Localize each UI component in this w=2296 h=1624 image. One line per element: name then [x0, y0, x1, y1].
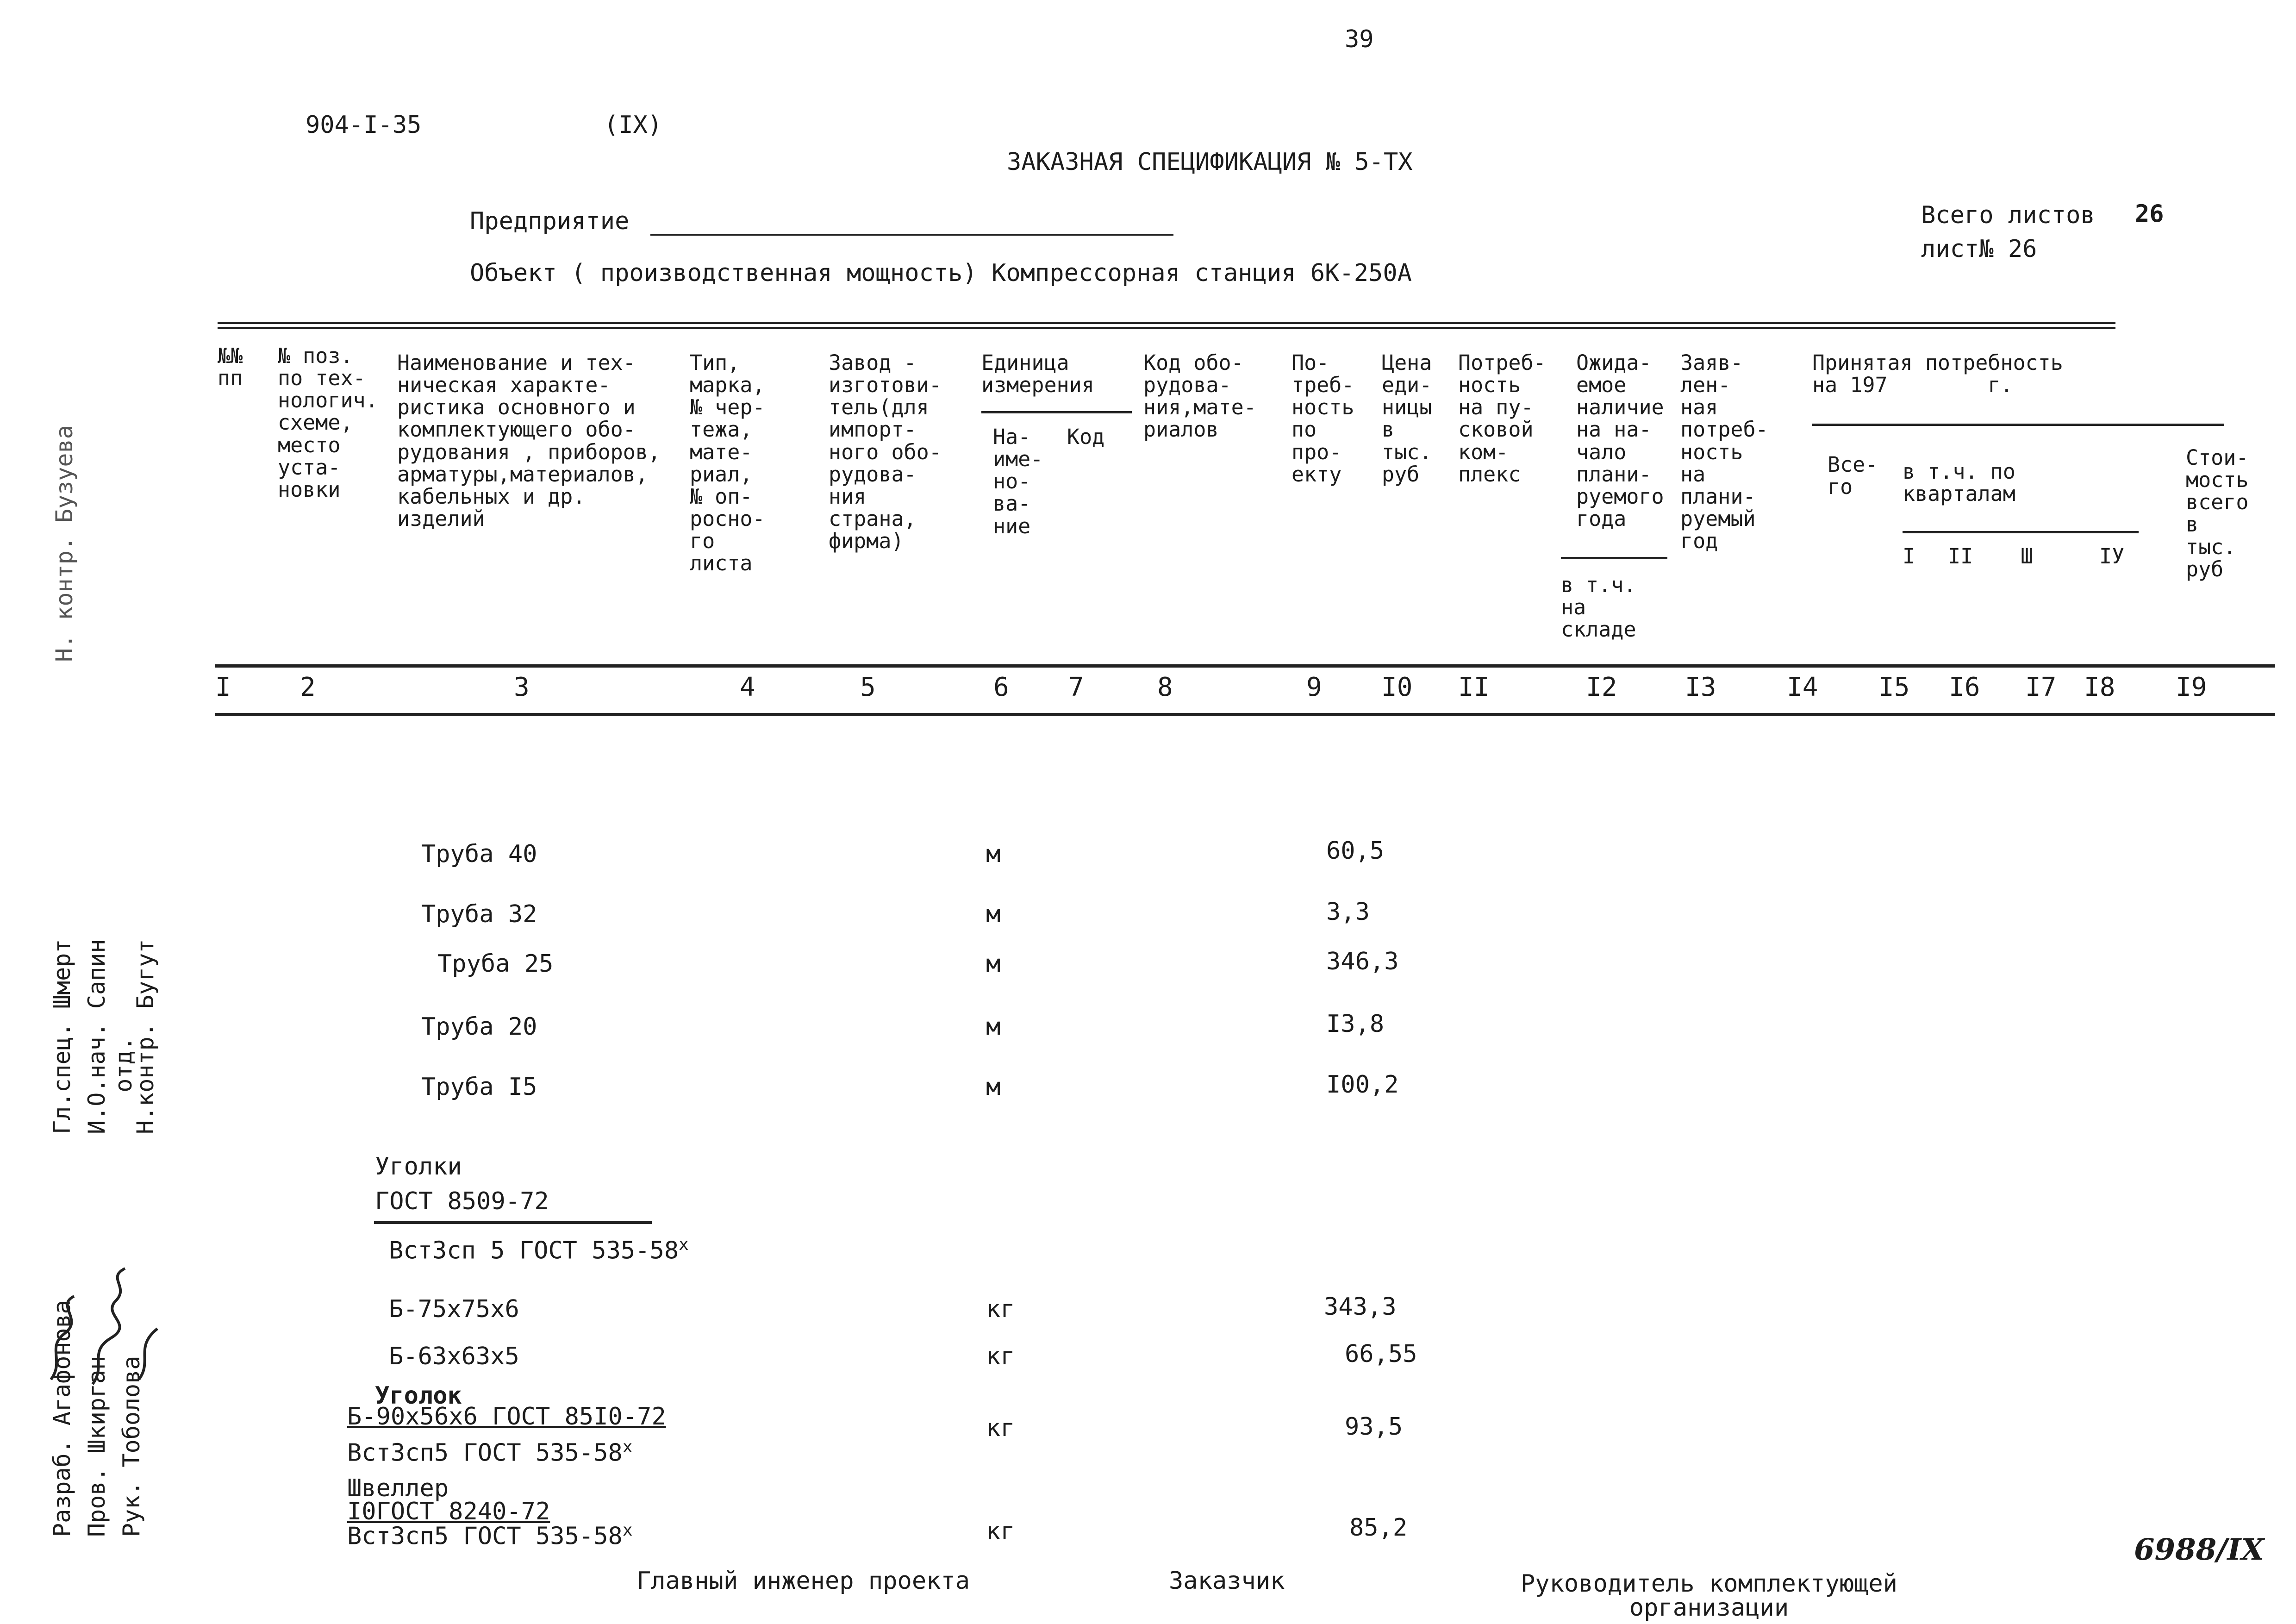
- column-number: II: [1458, 672, 1490, 702]
- table-row-unit: м: [986, 1013, 1001, 1041]
- column-number: 6: [993, 672, 1009, 702]
- table-row-unit: м: [986, 1073, 1001, 1101]
- header-unit: Единица измерения: [981, 350, 1094, 398]
- header-total: Все- го: [1828, 452, 1878, 500]
- section-heading: Швеллер: [347, 1474, 449, 1502]
- header-requested-need: Заяв- лен- ная потреб- ность на плани- руемый год: [1680, 350, 1768, 554]
- column-number: 9: [1306, 672, 1322, 702]
- header-bottom-rule: [215, 664, 2275, 668]
- header-unit-name: На- име- но- ва- ние: [993, 425, 1043, 538]
- section-heading: Уголки: [375, 1153, 462, 1181]
- unit-header-divider: [981, 411, 1132, 413]
- stock-header-divider: [1561, 557, 1667, 559]
- header-quarter-1: I: [1903, 544, 1915, 568]
- table-row-name: I0ГОСТ 8240-72: [347, 1498, 550, 1525]
- header-total-cost: Стои- мость всего в тыс. руб: [2186, 445, 2249, 581]
- section-underline: [374, 1221, 652, 1224]
- document-code: 904-I-35: [306, 111, 422, 139]
- header-manufacturer: Завод - изготови- тель(для импорт- ного обо- рудова- ния страна, фирма): [829, 350, 942, 554]
- total-sheets-label: Всего листов: [1921, 201, 2095, 229]
- header-by-quarters: в т.ч. по кварталам: [1903, 459, 2015, 506]
- table-row-qty: 60,5: [1326, 837, 1385, 865]
- header-material-code: Код обо- рудова- ния,мате- риалов: [1143, 350, 1256, 442]
- header-unit-code: Код: [1067, 425, 1105, 449]
- material-grade: Вст3сп5 ГОСТ $535-58^х$: [347, 1521, 633, 1550]
- table-row-unit: кг: [986, 1518, 1015, 1545]
- table-row-qty: 343,3: [1324, 1293, 1397, 1321]
- table-row-unit: кг: [986, 1295, 1015, 1323]
- inventory-stamp: 6988/IX: [2134, 1532, 2265, 1567]
- approval-developer: Разраб. Агафонова: [49, 1300, 75, 1537]
- table-row-qty: 346,3: [1326, 948, 1399, 975]
- column-number: 5: [860, 672, 876, 702]
- header-in-warehouse: в т.ч. на складе: [1561, 573, 1636, 642]
- column-number: 8: [1157, 672, 1173, 702]
- header-quarter-4: IУ: [2099, 544, 2125, 568]
- table-row-name: Б-63х63х5: [389, 1343, 519, 1370]
- material-grade: Вст3сп 5 ГОСТ $535-58^х$: [389, 1235, 689, 1265]
- column-number: I2: [1586, 672, 1617, 702]
- footer-customer: Заказчик: [1169, 1567, 1285, 1595]
- header-project-need: По- треб- ность по про- екту: [1292, 350, 1354, 487]
- column-number: I4: [1787, 672, 1818, 702]
- sheet-number: лист№ 26: [1921, 235, 2037, 263]
- header-row-number: №№ пп: [218, 344, 243, 391]
- table-row-name: Труба 32: [421, 900, 537, 928]
- column-number: I7: [2025, 672, 2057, 702]
- table-row-name: Труба 40: [421, 840, 537, 868]
- table-row-unit: м: [986, 900, 1001, 928]
- table-row-qty: 3,3: [1326, 898, 1370, 926]
- column-number: 2: [300, 672, 316, 702]
- table-row-qty: 93,5: [1345, 1413, 1403, 1441]
- table-row-name: Труба I5: [421, 1073, 537, 1101]
- column-number: I3: [1685, 672, 1716, 702]
- column-number: I: [215, 672, 231, 702]
- page-number: 39: [1345, 25, 1374, 53]
- column-number: I5: [1878, 672, 1910, 702]
- signature-marks: [37, 1185, 176, 1398]
- object-line: Объект ( производственная мощность) Компрессорная станция 6К-250А: [470, 259, 1412, 287]
- table-row-unit: м: [986, 950, 1001, 978]
- header-accepted-need: Принятая потребность на 197 г.: [1812, 350, 2063, 398]
- footer-supplier-head: Руководитель комплектующей организации: [1521, 1570, 1897, 1622]
- table-row-qty: I3,8: [1326, 1010, 1385, 1038]
- table-row-qty: 85,2: [1349, 1514, 1408, 1542]
- column-number: 4: [740, 672, 755, 702]
- accepted-header-divider: [1812, 424, 2224, 426]
- spec-title: ЗАКАЗНАЯ СПЕЦИФИКАЦИЯ № 5-ТХ: [1007, 148, 1413, 176]
- approval-manager: Рук. Тоболова: [118, 1355, 145, 1537]
- header-startup-need: Потреб- ность на пу- сковой ком- плекс: [1458, 350, 1546, 487]
- table-row-name: Б-90х56х6 ГОСТ 85I0-72: [347, 1403, 666, 1430]
- column-number: 3: [514, 672, 530, 702]
- approval-checker: Пров. Шкирган: [83, 1355, 110, 1537]
- table-row-unit: кг: [986, 1414, 1015, 1442]
- approval-chief-specialist: Гл.спец. Шмерт: [49, 939, 75, 1134]
- table-row-name: Труба 20: [421, 1013, 537, 1041]
- material-grade: Вст3сп5 ГОСТ $535-58^х$: [347, 1437, 633, 1467]
- column-number: I9: [2176, 672, 2207, 702]
- album-number: (IX): [604, 111, 662, 139]
- table-row-unit: кг: [986, 1343, 1015, 1370]
- enterprise-label: Предприятие: [470, 207, 630, 235]
- table-top-rule: [218, 322, 2115, 329]
- approval-norm-control: Н.контр. Бугут: [132, 939, 159, 1134]
- header-name: Наименование и тех- ническая характе- ристика основного и комплектующего обо- рудования , приборов, арматуры,материалов, кабельных и др. изделий: [397, 350, 661, 531]
- column-number: 7: [1068, 672, 1084, 702]
- header-quarter-2: II: [1948, 544, 1973, 568]
- table-row-unit: м: [986, 840, 1001, 868]
- header-position: № поз. по тех- нологич. схеме, место уста- новки: [278, 344, 378, 502]
- footer-chief-engineer: Главный инженер проекта: [636, 1567, 970, 1595]
- table-row-name: Труба 25: [437, 950, 554, 978]
- section-heading: Уголок: [375, 1382, 462, 1410]
- header-type: Тип, марка, № чер- тежа, мате- риал, № оп- росно- го листа: [690, 350, 765, 576]
- table-row-qty: 66,55: [1345, 1340, 1417, 1368]
- column-number: I8: [2084, 672, 2115, 702]
- total-sheets-value: 26: [2135, 200, 2164, 228]
- column-number-rule: [215, 713, 2275, 716]
- approval-department-head: И.О.нач. Сапин отд.: [83, 939, 137, 1134]
- approval-side-note: Н. контр. Бузуева: [51, 425, 78, 662]
- column-number: I6: [1949, 672, 1980, 702]
- quarters-header-divider: [1903, 531, 2139, 533]
- section-standard: ГОСТ 8509-72: [375, 1187, 549, 1215]
- header-expected-stock: Ожида- емое наличие на на- чало плани- руемого года: [1576, 350, 1664, 531]
- table-row-qty: I00,2: [1326, 1071, 1399, 1099]
- enterprise-blank-line: [650, 234, 1173, 236]
- header-quarter-3: Ш: [2021, 544, 2034, 568]
- table-row-name: Б-75х75х6: [389, 1295, 519, 1323]
- header-unit-price: Цена еди- ницы в тыс. руб: [1382, 350, 1432, 487]
- column-number: I0: [1381, 672, 1413, 702]
